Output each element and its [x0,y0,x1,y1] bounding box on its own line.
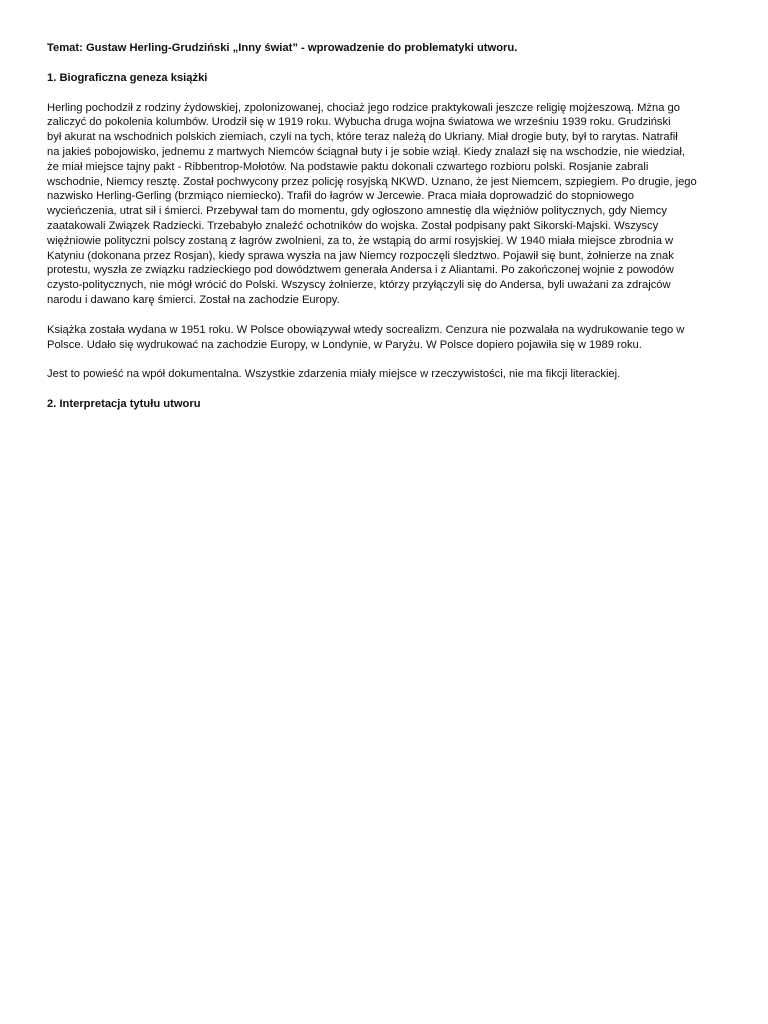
text-line: że miał miejsce tajny pakt - Ribbentrop-Mołotów. Na podstawie paktu dokonali czwartego rozbioru polski. Rosjanie zabrali [47,160,649,173]
paragraph-genre [47,367,737,382]
text-line: Jest to powieść na wpół dokumentalna. Wszystkie zdarzenia miały miejsce w rzeczywistości, nie ma fikcji literackiej. [47,368,621,381]
text-line: czysto-politycznych, nie mógł wrócić do Polski. Wszyscy żołnierze, którzy przyłączyli się do Andersa, byli uważani za zdrajców [47,279,671,292]
section-heading-biography: 1. Biograficzna geneza książki [47,71,208,84]
text-line: zaatakowali Związek Radziecki. Trzebabyło znaleźć ochotników do wojska. Został podpisany pakt Sikorski-Majski. Wszyscy [47,219,659,232]
text-line: nazwisko Herling-Gerling (brzmiąco niemiecko). Trafił do łagrów w Jercewie. Praca miała doprowadzić do stopniowego [47,190,634,203]
text-line: wschodnie, Niemcy resztę. Został pochwycony przez policję rosyjską NKWD. Uznano, że jest Niemcem, szpiegiem. Po drugie, jego [47,175,697,188]
text-line: Katyniu (dokonana przez Rosjan), kiedy sprawa wyszła na jaw Niemcy rozpoczęli śledztwo. Pojawił się bunt, żołnierze na znak [47,249,674,262]
text-line: zaliczyć do pokolenia kolumbów. Urodził się w 1919 roku. Wybucha druga wojna światowa we wrześniu 1939 roku. Grudziński [47,116,671,129]
text-line: więźniowie polityczni polscy zostaną z łagrów zwolnieni, za to, że wstąpią do armi rosyjskiej. W 1940 miała miejsce zbrodnia w [47,234,674,247]
text-line: wycieńczenia, utrat sił i śmierci. Przebywał tam do momentu, gdy ogłoszono amnestię dla więźniów politycznych, gdy Niemcy [47,205,667,218]
section-heading-title-interpretation: 2. Interpretacja tytułu utworu [47,398,201,411]
text-line: Polsce. Udało się wydrukować na zachodzie Europy, w Londynie, w Paryżu. W Polsce dopiero pojawiła się w 1989 roku. [47,338,642,351]
paragraph-publication [47,323,737,353]
text-line: Książka została wydana w 1951 roku. W Polsce obowiązywał wtedy socrealizm. Cenzura nie pozwalała na wydrukowanie tego w [47,323,685,336]
text-line: narodu i dawano karę śmierci. Został na zachodzie Europy. [47,293,340,306]
document-page [47,41,737,427]
text-line: na jakieś pobojowisko, jednemu z martwych Niemców ściągnał buty i je sobie wziął. Kiedy znalazł się na wschodzie, nie wiedział, [47,145,685,158]
text-line: protestu, wyszła ze związku radzieckiego pod dowództwem generała Andersa i z Aliantami. Po zakończonej wojnie z powodów [47,264,674,277]
text-line: był akurat na wschodnich polskich ziemiach, czyli na tych, które teraz należą do Ukriany. Miał drogie buty, był to rarytas. Natrafił [47,131,678,144]
text-line: Herling pochodził z rodziny żydowskiej, zpolonizowanej, chociaż jego rodzice praktykowali jeszcze religię mojżeszową. Mżna go [47,101,681,114]
paragraph-biography [47,101,737,308]
document-title: Temat: Gustaw Herling-Grudziński „Inny świat” - wprowadzenie do problematyki utworu. [47,42,518,54]
